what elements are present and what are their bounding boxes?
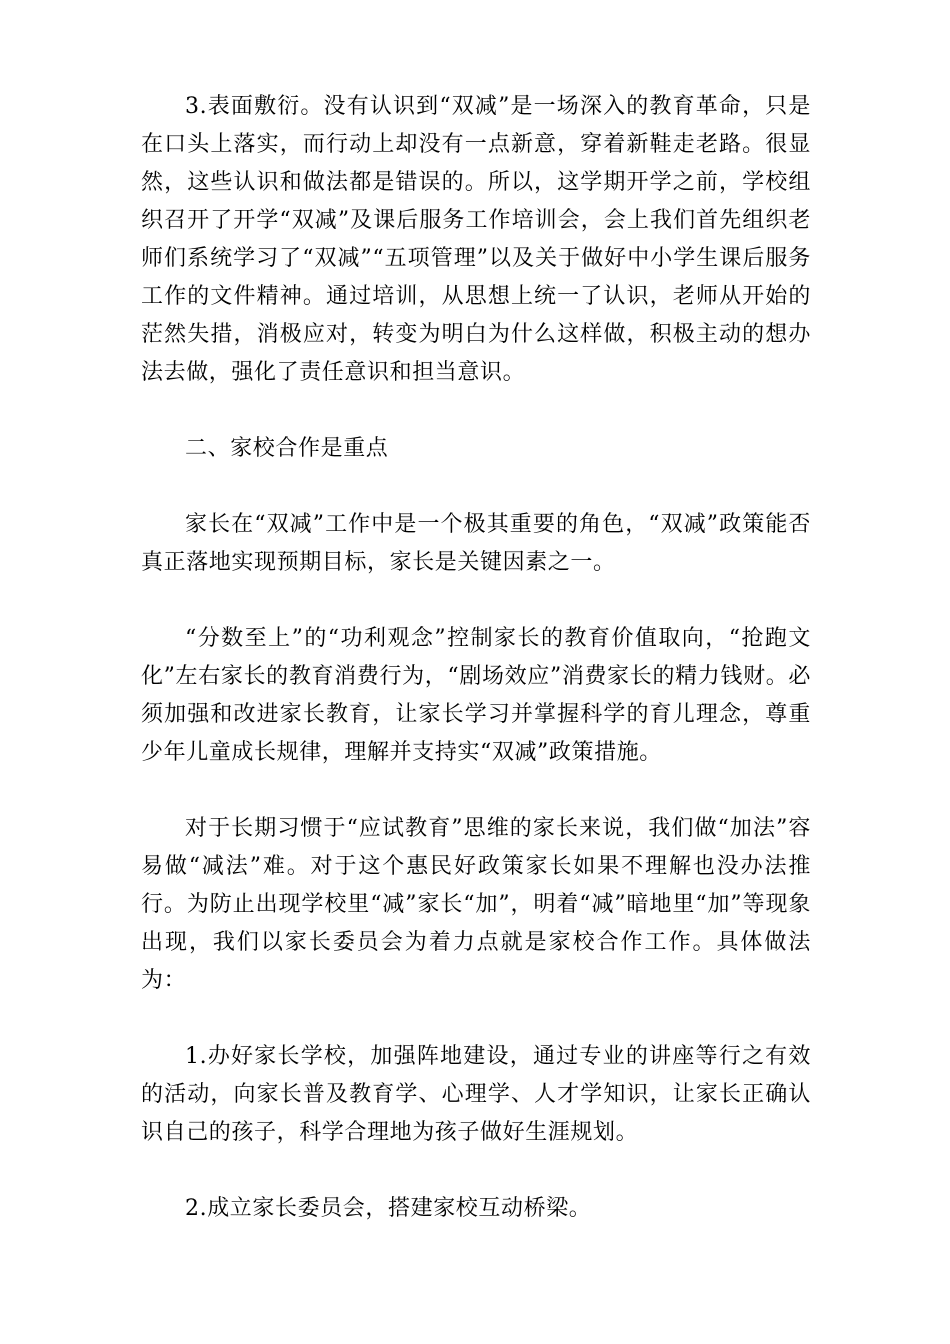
paragraph-parent-school: 1.办好家长学校，加强阵地建设，通过专业的讲座等行之有效的活动，向家长普及教育学、心理学、人才学知识，让家长正确认识自己的孩子，科学合理地为孩子做好生涯规划。: [141, 1044, 811, 1145]
paragraph-surface-perfunctory: 3.表面敷衍。没有认识到“双减”是一场深入的教育革命，只是在口头上落实，而行动上却没有一点新意，穿着新鞋走老路。很显然，这些认识和做法都是错误的。所以，这学期开学之前，学校组织召开了开学“双减”及课后服务工作培训会，会上我们首先组织老师们系统学习了“双减”“五项管理”以及关于做好中小学生课后服务工作的文件精神。通过培训，从思想上统一了认识，老师从开始的茫然失措，消极应对，转变为明白为什么这样做，积极主动的想办法去做，强化了责任意识和担当意识。: [141, 94, 811, 385]
paragraph-parents-role: 家长在“双减”工作中是一个极其重要的角色，“双减”政策能否真正落地实现预期目标，家长是关键因素之一。: [141, 512, 811, 575]
paragraph-parent-education: “分数至上”的“功利观念”控制家长的教育价值取向，“抢跑文化”左右家长的教育消费行为，“剧场效应”消费家长的精力钱财。必须加强和改进家长教育，让家长学习并掌握科学的育儿理念，尊重少年儿童成长规律，理解并支持实“双减”政策措施。: [141, 626, 811, 765]
document-body: [141, 88, 811, 1266]
paragraph-parent-committee: 2.成立家长委员会，搭建家校互动桥梁。: [185, 1196, 592, 1221]
paragraph-parent-committee-approach: 对于长期习惯于“应试教育”思维的家长来说，我们做“加法”容易做“减法”难。对于这个惠民好政策家长如果不理解也没办法推行。为防止出现学校里“减”家长“加”，明着“减”暗地里“加”等现象出现，我们以家长委员会为着力点就是家校合作工作。具体做法为：: [141, 816, 811, 993]
section-heading-home-school-cooperation: 二、家校合作是重点: [185, 436, 389, 461]
